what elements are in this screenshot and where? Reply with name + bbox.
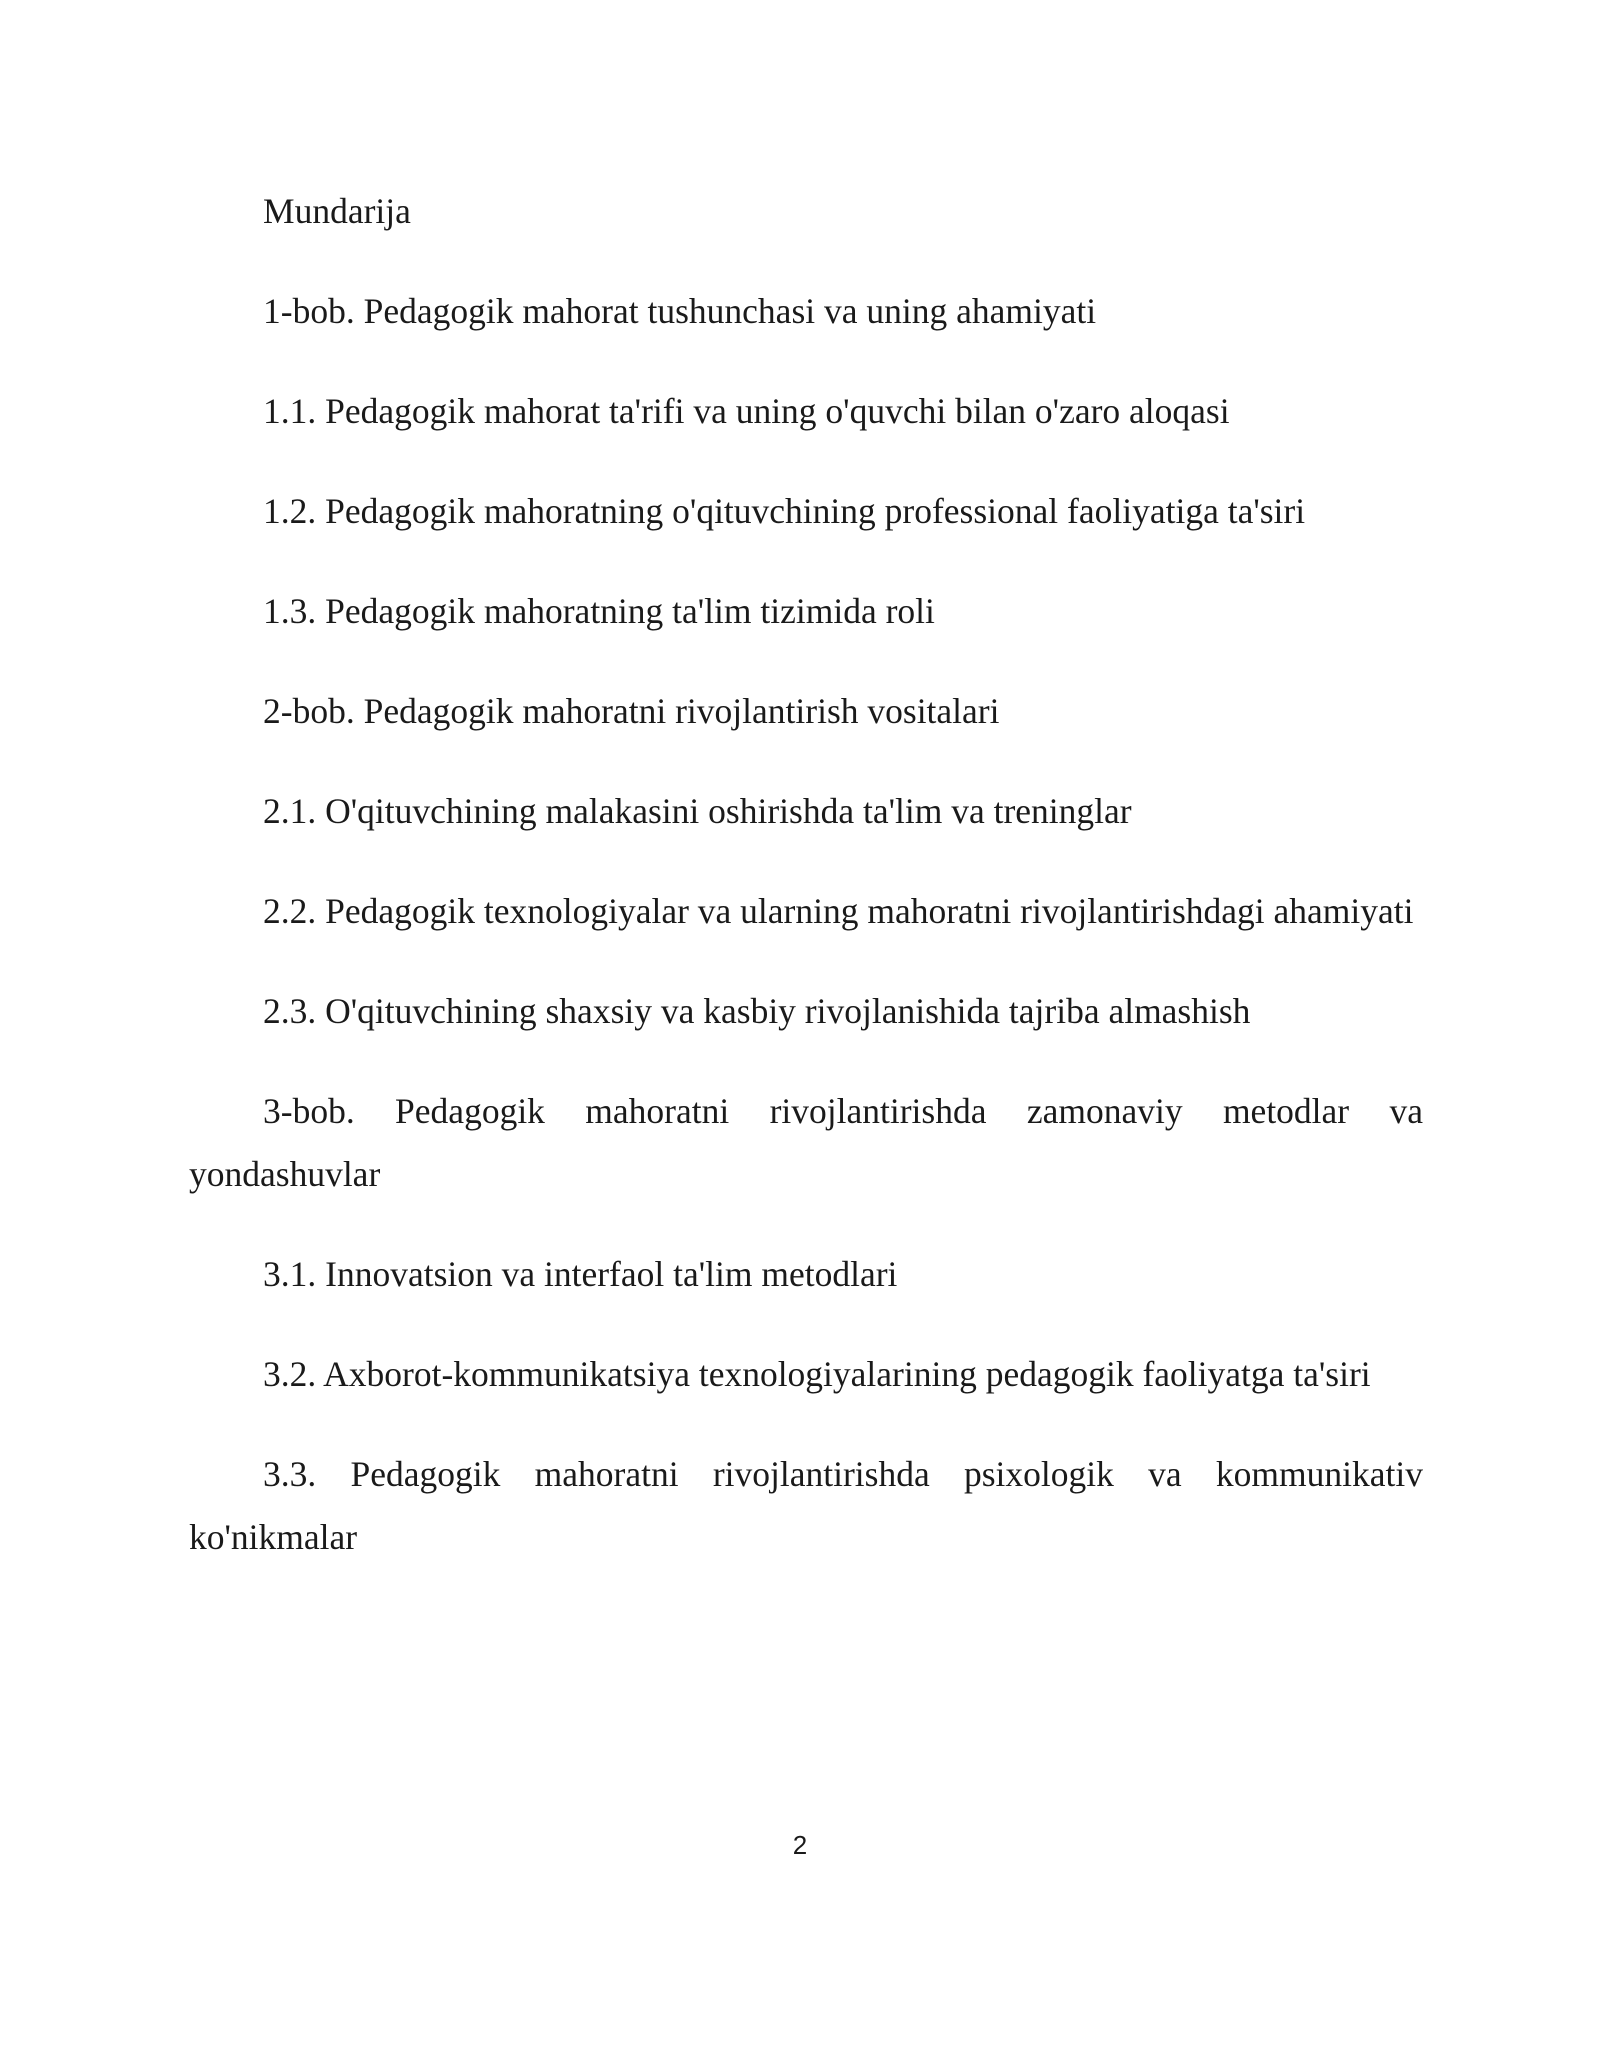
toc-entry-3-2: 3.2. Axborot-kommunikatsiya texnologiyalarining pedagogik faoliyatga ta'siri bbox=[263, 1354, 1371, 1394]
toc-entry-3-1: 3.1. Innovatsion va interfaol ta'lim metodlari bbox=[263, 1254, 898, 1294]
toc-entry-2-2: 2.2. Pedagogik texnologiyalar va ularning mahoratni rivojlantirishdagi ahamiyati bbox=[263, 891, 1414, 931]
toc-entry-1-2: 1.2. Pedagogik mahoratning o'qituvchining professional faoliyatiga ta'siri bbox=[263, 491, 1306, 531]
toc-entry-1-3: 1.3. Pedagogik mahoratning ta'lim tizimida roli bbox=[263, 591, 935, 631]
toc-entry-2-1: 2.1. O'qituvchining malakasini oshirishda ta'lim va treninglar bbox=[263, 791, 1132, 831]
page-number: 2 bbox=[792, 1830, 808, 1860]
toc-title: Mundarija bbox=[263, 191, 411, 231]
toc-entry-1-1: 1.1. Pedagogik mahorat ta'rifi va uning o'quvchi bilan o'zaro aloqasi bbox=[263, 391, 1230, 431]
toc-entry-chapter-1: 1-bob. Pedagogik mahorat tushunchasi va uning ahamiyati bbox=[263, 291, 1097, 331]
table-of-contents bbox=[189, 180, 1423, 1606]
toc-entry-2-3: 2.3. O'qituvchining shaxsiy va kasbiy rivojlanishida tajriba almashish bbox=[263, 991, 1251, 1031]
toc-entry-chapter-3: 3-bob. Pedagogik mahoratni rivojlantirishda zamonaviy metodlar va yondashuvlar bbox=[189, 1091, 1423, 1194]
toc-entry-3-3: 3.3. Pedagogik mahoratni rivojlantirishda psixologik va kommunikativ ko'nikmalar bbox=[189, 1454, 1423, 1557]
toc-entry-chapter-2: 2-bob. Pedagogik mahoratni rivojlantirish vositalari bbox=[263, 691, 1000, 731]
